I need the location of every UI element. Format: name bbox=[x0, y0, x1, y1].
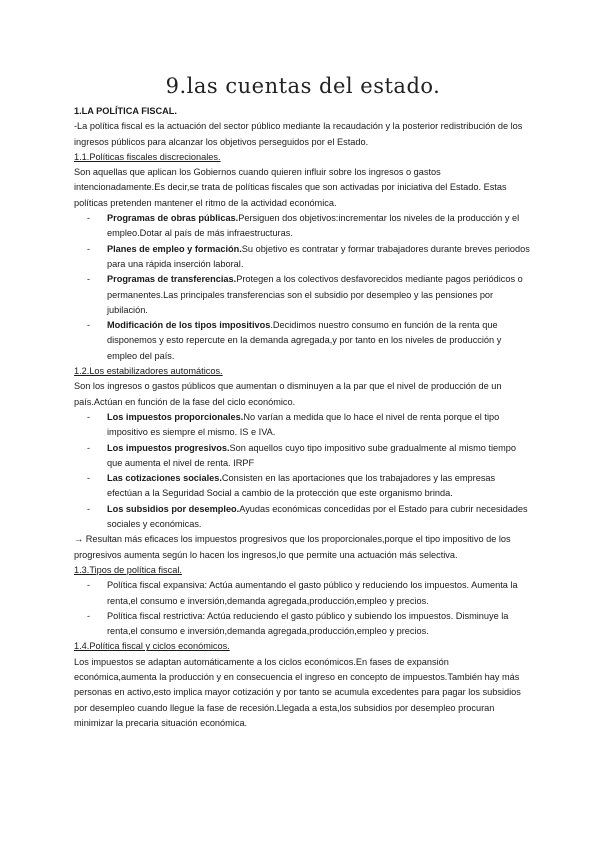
list-item bbox=[87, 318, 532, 364]
item-term: Programas de obras públicas. bbox=[107, 213, 239, 224]
list-item bbox=[87, 502, 532, 533]
item-term: Modificación de los tipos impositivos bbox=[107, 320, 271, 331]
bullet-list bbox=[74, 211, 532, 364]
list-item bbox=[87, 471, 532, 502]
dash-bullet: - bbox=[87, 243, 91, 254]
subsection-heading: 1.1.Políticas fiscales discrecionales. bbox=[74, 151, 221, 162]
item-text: Consisten en las aportaciones que los trabajadores y las empresas efectúan a la Seguridad Social a cambio de la protección que este organismo brinda. bbox=[107, 473, 496, 499]
item-text: Ayudas económicas concedidas por el Estado para cubrir necesidades sociales y económicas. bbox=[107, 503, 528, 530]
item-term: Las cotizaciones sociales. bbox=[107, 473, 222, 484]
dash-bullet: - bbox=[87, 473, 91, 484]
item-text: Protegen a los colectivos desfavorecidos mediante pagos periódicos o permanentes.Las principales transferencias son el subsidio por desempleo y las pensiones por jubilación. bbox=[107, 274, 523, 315]
item-text: Persiguen dos objetivos:incrementar los niveles de la producción y el empleo.Dotar al país de más infraestructuras. bbox=[107, 213, 520, 239]
dash-bullet: - bbox=[87, 411, 91, 422]
list-item bbox=[87, 609, 532, 640]
page-title: 9.las cuentas del estado. bbox=[165, 74, 441, 98]
dash-bullet: - bbox=[87, 580, 91, 591]
document-page bbox=[74, 74, 532, 731]
subsection-heading: 1.4.Política fiscal y ciclos económicos. bbox=[74, 641, 230, 652]
bullet-list bbox=[74, 578, 532, 639]
subsection-heading: 1.3.Tipos de política fiscal. bbox=[74, 564, 182, 575]
list-item bbox=[87, 242, 532, 273]
item-term: Planes de empleo y formación. bbox=[107, 243, 242, 254]
dash-bullet: - bbox=[87, 213, 91, 224]
list-item bbox=[87, 578, 532, 609]
list-item bbox=[87, 272, 532, 318]
list-item bbox=[87, 441, 532, 472]
item-text: Política fiscal restrictiva: Actúa reduciendo el gasto público y subiendo los impuestos. Disminuye la renta,el consumo e inversión,demanda agregada,producción,empleo y precios. bbox=[107, 610, 509, 637]
dash-bullet: - bbox=[87, 442, 91, 453]
list-item bbox=[87, 410, 532, 441]
subsection-heading: 1.2.Los estabilizadores automáticos. bbox=[74, 366, 223, 377]
dash-bullet: - bbox=[87, 610, 91, 621]
item-text: Política fiscal expansiva: Actúa aumentando el gasto público y reduciendo los impuestos. Aumenta la renta,el consumo e inversión,demanda agregada,producción,empleo y precios. bbox=[107, 580, 518, 606]
item-text: .Decidimos nuestro consumo en función de la renta que disponemos y esto repercute en la demanda agregada,y por tanto en los niveles de producción y empleo del país. bbox=[107, 320, 502, 361]
item-term: Los impuestos proporcionales. bbox=[107, 411, 244, 422]
item-term: Programas de transferencias. bbox=[107, 274, 237, 285]
note-paragraph: → Resultan más eficaces los impuestos progresivos que los proporcionales,porque el tipo impositivo de los progresivos aumenta según lo hacen los ingresos,lo que permite una actuación más selectiva. bbox=[74, 534, 511, 560]
item-term: Los subsidios por desempleo. bbox=[107, 503, 240, 514]
dash-bullet: - bbox=[87, 274, 91, 285]
bullet-list bbox=[74, 410, 532, 532]
dash-bullet: - bbox=[87, 320, 91, 331]
paragraph: -La política fiscal es la actuación del sector público mediante la recaudación y la posterior redistribución de los ingresos públicos para alcanzar los objetivos perseguidos por el Estado. bbox=[74, 121, 523, 147]
item-text: Son aquellos cuyo tipo impositivo sube gradualmente al mismo tiempo que aumenta el nivel de renta. IRPF bbox=[107, 442, 517, 468]
paragraph: Los impuestos se adaptan automáticamente a los ciclos económicos.En fases de expansión económica,aumenta la producción y en consecuencia el ingreso en concepto de impuestos.También hay más personas en activo,esto implica mayor cotización y por tanto se acumula excedentes para pagar los subsidios por desempleo cuando llegue la fase de recesión.Llegada a esta,los subsidios por desempleo procuran minimizar la precaria situación económica. bbox=[74, 656, 521, 728]
item-text: Su objetivo es contratar y formar trabajadores durante breves periodos para una rápida inserción laboral. bbox=[107, 243, 530, 269]
list-item bbox=[87, 211, 532, 242]
item-text: No varían a medida que lo hace el nivel de renta porque el tipo impositivo es siempre el mismo. IS e IVA. bbox=[107, 411, 500, 438]
item-term: Los impuestos progresivos. bbox=[107, 442, 230, 453]
dash-bullet: - bbox=[87, 503, 91, 514]
section-heading: 1.LA POLÍTICA FISCAL. bbox=[74, 106, 177, 116]
paragraph: Son los ingresos o gastos públicos que aumentan o disminuyen a la par que el nivel de producción de un país.Actúan en función de la fase del ciclo económico. bbox=[74, 381, 502, 407]
paragraph: Son aquellas que aplican los Gobiernos cuando quieren influir sobre los ingresos o gastos intencionadamente.Es decir,se trata de políticas fiscales que son activadas por iniciativa del Estado. Estas políticas pretenden mantener el ritmo de la actividad económica. bbox=[74, 167, 507, 208]
